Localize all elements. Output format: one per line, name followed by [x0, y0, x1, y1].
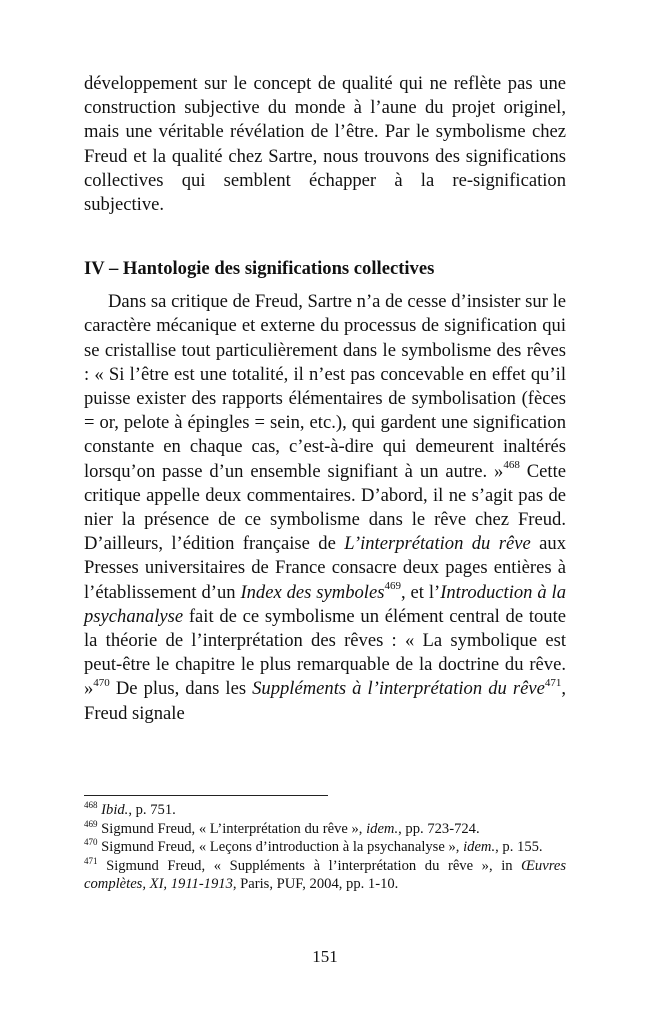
footnote-separator: [84, 795, 328, 796]
footnote-text: , Paris, PUF, 2004, pp. 1-10.: [232, 876, 399, 893]
p2-text-7: , Freud signale: [84, 678, 566, 724]
p2-text-6: De plus, dans les: [109, 678, 253, 700]
title-introduction-psychanalyse: Introduction à la psychanalyse: [84, 581, 566, 627]
page-number: 151: [312, 947, 338, 966]
footnote-number: 471: [84, 855, 98, 866]
title-interpretation-du-reve: L’interprétation du rêve: [344, 533, 531, 555]
p2-text-4: , et l’: [400, 581, 441, 603]
p2-text-5: fait de ce symbolisme un élément central de toute la théorie de l’interprétation des rêves : « La symbolique est peut-être le chapitre le plus remarquable de la doctrine du rêve. »: [84, 605, 566, 700]
footnote-italic: Œuvres complètes, XI, 1911-1913: [84, 857, 566, 893]
heading-gap: [84, 281, 566, 290]
footnote-469: [84, 820, 566, 839]
section-heading: IV – Hantologie des significations collectives: [84, 258, 435, 280]
paragraph-1: développement sur le concept de qualité qui ne reflète pas une construction subjective du monde à l’aune du projet originel, mais une véritable révélation de l’être. Par le symbolisme chez Freud et la qualité chez Sartre, nous trouvons des significations collectives qui semblent échapper à la re-signification subjective.: [84, 73, 566, 216]
footnote-italic: idem.: [463, 839, 496, 856]
footnote-470: [84, 838, 566, 857]
footnote-text: Sigmund Freud, « Suppléments à l’interprétation du rêve », in: [97, 857, 522, 874]
footnote-italic: idem.: [366, 820, 399, 837]
footnote-text: Sigmund Freud, « L’interprétation du rêve »,: [97, 820, 367, 837]
footnote-ref-470[interactable]: 470: [93, 677, 110, 690]
footnote-ref-469[interactable]: 469: [384, 580, 401, 593]
footnote-text: , pp. 723-724.: [398, 820, 480, 837]
footnotes: [84, 801, 566, 894]
footnote-number: 470: [84, 837, 98, 848]
paragraph-2: [84, 290, 566, 726]
section-gap: [84, 217, 566, 257]
footnote-text: , p. 751.: [128, 802, 176, 818]
footnote-italic: Ibid.: [101, 802, 129, 818]
p2-text-1: Dans sa critique de Freud, Sartre n’a de cesse d’insister sur le caractère mécanique et externe du processus de signification qui se cristallise tout particulièrement dans le symbolisme des rêves : « Si l’être est une totalité, il n’est pas concevable en effet qu’il puisse exister des rapports élémentaires de symbolisation (fèces = or, pelote à épingles = sein, etc.), qui gardent une signification constante en chaque cas, c’est-à-dire qui demeurent inaltérés lorsqu’on passe d’un ensemble signifiant à un autre. »: [84, 291, 566, 482]
footnote-ref-471[interactable]: 471: [544, 677, 562, 690]
footnote-468: [84, 801, 566, 820]
title-supplements: Suppléments à l’interprétation du rêve: [252, 678, 545, 700]
footnote-text: Sigmund Freud, « Leçons d’introduction à la psychanalyse »,: [97, 839, 464, 856]
footnote-number: 469: [84, 818, 98, 829]
page-body: [84, 72, 566, 726]
footnote-471: [84, 857, 566, 894]
p2-text-2: Cette critique appelle deux commentaires. D’abord, il ne s’agit pas de nier la présence de ce symbolisme dans le rêve chez Freud. D’ailleurs, l’édition française de: [84, 460, 566, 555]
p2-text-3: aux Presses universitaires de France consacre deux pages entières à l’établissement d’un: [84, 533, 566, 603]
footnote-number: 468: [84, 800, 98, 811]
footnote-ref-468[interactable]: 468: [503, 459, 520, 472]
title-index-des-symboles: Index des symboles: [240, 581, 385, 603]
footnote-text: , p. 155.: [495, 839, 543, 856]
